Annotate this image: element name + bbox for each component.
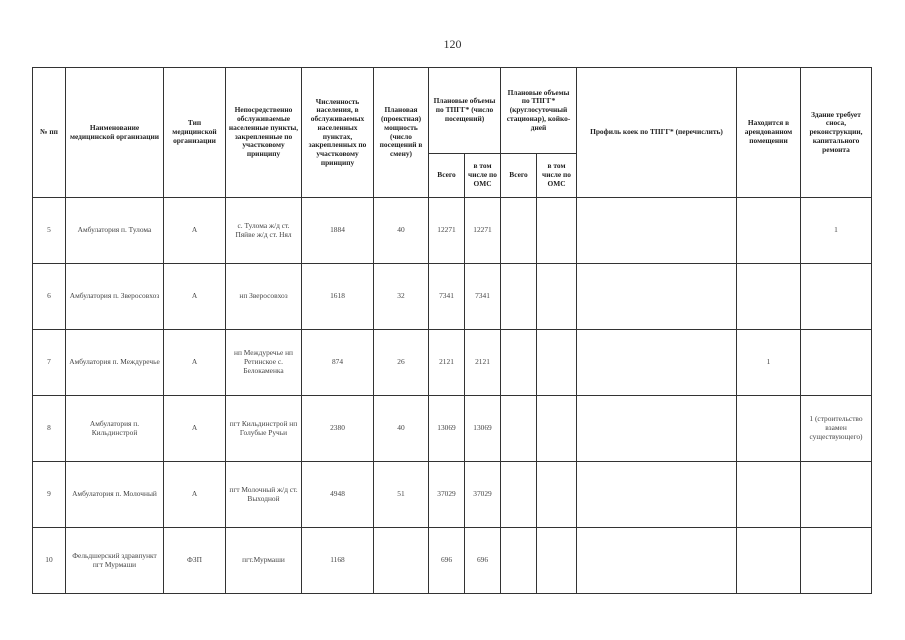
header-settlements: Непосредственно обслуживаемые населенные пункты, закрепленные по участковому принципу (226, 68, 302, 198)
cell-type: ФЗП (164, 528, 226, 594)
header-type: Тип медицинской организации (164, 68, 226, 198)
header-beds-group: Плановые объемы по ТПГГ* (круглосуточный стационар), койко-дней (501, 68, 577, 154)
cell-population: 1168 (302, 528, 374, 594)
cell-building: 1 (801, 198, 872, 264)
cell-population: 1884 (302, 198, 374, 264)
cell-population: 2380 (302, 396, 374, 462)
cell-beds-oms (537, 528, 577, 594)
cell-beds-oms (537, 198, 577, 264)
cell-name: Фельдшерский здравпункт пгт Мурмаши (66, 528, 164, 594)
cell-visits-oms: 7341 (465, 264, 501, 330)
header-visits-group: Плановые объемы по ТПГГ* (число посещений) (429, 68, 501, 154)
cell-visits-total: 696 (429, 528, 465, 594)
cell-visits-oms: 696 (465, 528, 501, 594)
cell-population: 874 (302, 330, 374, 396)
header-population: Численность населения, в обслуживаемых населенных пунктах, закрепленных по участковому принципу (302, 68, 374, 198)
cell-profile (577, 462, 737, 528)
header-profile: Профиль коек по ТПГГ* (перечислить) (577, 68, 737, 198)
facilities-table (32, 67, 872, 594)
header-name: Наименование медицинской организации (66, 68, 164, 198)
table-row (33, 198, 872, 264)
cell-rented (737, 264, 801, 330)
cell-capacity (374, 528, 429, 594)
cell-beds-total (501, 462, 537, 528)
page-number: 120 (443, 37, 462, 51)
cell-profile (577, 264, 737, 330)
cell-num: 5 (33, 198, 66, 264)
header-beds-oms: в том числе по ОМС (537, 154, 577, 198)
cell-beds-oms (537, 396, 577, 462)
cell-beds-oms (537, 462, 577, 528)
cell-type: А (164, 264, 226, 330)
cell-capacity: 40 (374, 198, 429, 264)
cell-beds-total (501, 198, 537, 264)
cell-settlements: пгт Кильдинстрой нп Голубые Ручьи (226, 396, 302, 462)
cell-name: Амбулатория п. Тулома (66, 198, 164, 264)
table-row (33, 330, 872, 396)
cell-visits-oms: 13069 (465, 396, 501, 462)
cell-settlements: пгт Молочный ж/д ст. Выходной (226, 462, 302, 528)
table-row (33, 264, 872, 330)
cell-settlements: пгт.Мурмаши (226, 528, 302, 594)
cell-name: Амбулатория п. Кильдинстрой (66, 396, 164, 462)
cell-rented: 1 (737, 330, 801, 396)
cell-num: 9 (33, 462, 66, 528)
cell-name: Амбулатория п. Междуречье (66, 330, 164, 396)
header-building: Здание требует сноса, реконструкции, капитального ремонта (801, 68, 872, 198)
cell-visits-total: 12271 (429, 198, 465, 264)
cell-beds-total (501, 396, 537, 462)
cell-capacity: 26 (374, 330, 429, 396)
cell-visits-total: 2121 (429, 330, 465, 396)
cell-profile (577, 330, 737, 396)
cell-num: 8 (33, 396, 66, 462)
cell-visits-total: 13069 (429, 396, 465, 462)
cell-type: А (164, 330, 226, 396)
header-num: № пп (33, 68, 66, 198)
cell-profile (577, 528, 737, 594)
cell-building (801, 330, 872, 396)
cell-visits-total: 37029 (429, 462, 465, 528)
cell-capacity: 40 (374, 396, 429, 462)
header-beds-total: Всего (501, 154, 537, 198)
cell-settlements: с. Тулома ж/д ст. Пяйве ж/д ст. Нял (226, 198, 302, 264)
header-visits-total: Всего (429, 154, 465, 198)
cell-beds-oms (537, 330, 577, 396)
cell-capacity: 51 (374, 462, 429, 528)
cell-building (801, 462, 872, 528)
cell-capacity: 32 (374, 264, 429, 330)
cell-building: 1 (строительство взамен существующего) (801, 396, 872, 462)
cell-settlements: нп Зверосовхоз (226, 264, 302, 330)
cell-rented (737, 462, 801, 528)
cell-type: А (164, 396, 226, 462)
cell-name: Амбулатория п. Молочный (66, 462, 164, 528)
cell-beds-oms (537, 264, 577, 330)
cell-visits-oms: 12271 (465, 198, 501, 264)
cell-building (801, 528, 872, 594)
cell-beds-total (501, 264, 537, 330)
cell-beds-total (501, 330, 537, 396)
cell-beds-total (501, 528, 537, 594)
cell-population: 1618 (302, 264, 374, 330)
table-row (33, 528, 872, 594)
cell-rented (737, 198, 801, 264)
cell-population: 4948 (302, 462, 374, 528)
cell-profile (577, 396, 737, 462)
cell-name: Амбулатория п. Зверосовхоз (66, 264, 164, 330)
cell-profile (577, 198, 737, 264)
table-row (33, 396, 872, 462)
cell-visits-oms: 37029 (465, 462, 501, 528)
table-row (33, 462, 872, 528)
cell-rented (737, 396, 801, 462)
cell-num: 10 (33, 528, 66, 594)
header-rented: Находится в арендованном помещении (737, 68, 801, 198)
cell-building (801, 264, 872, 330)
cell-num: 6 (33, 264, 66, 330)
cell-visits-oms: 2121 (465, 330, 501, 396)
cell-type: А (164, 198, 226, 264)
cell-rented (737, 528, 801, 594)
cell-settlements: нп Междуречье нп Ретинское с. Белокаменка (226, 330, 302, 396)
cell-type: А (164, 462, 226, 528)
header-visits-oms: в том числе по ОМС (465, 154, 501, 198)
cell-visits-total: 7341 (429, 264, 465, 330)
cell-num: 7 (33, 330, 66, 396)
header-capacity: Плановая (проектная) мощность (число посещений в смену) (374, 68, 429, 198)
